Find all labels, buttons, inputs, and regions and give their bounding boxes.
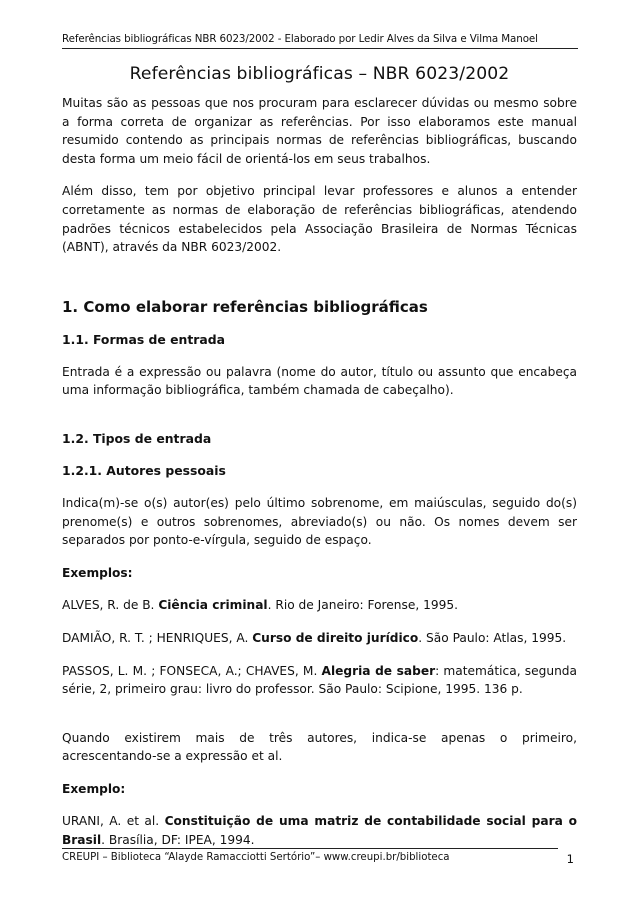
section-1-2-1-text: Indica(m)-se o(s) autor(es) pelo último sobrenome, em maiúsculas, seguido do(s) prenome(s) e outros sobrenomes, abreviado(s) ou não. Os nomes devem ser separados por ponto-e-vírgula, seguido de espaço. [62,495,577,548]
reference-4-title: Constituição de uma matriz de contabilidade social para o Brasil [62,814,577,848]
section-1-heading: 1. Como elaborar referências bibliográficas [62,297,428,316]
reference-3-publication: : matemática, segunda série, 2, primeiro grau: livro do professor. São Paulo: Scipione, 1995. 136 p. [62,663,578,697]
section-1-1-text: Entrada é a expressão ou palavra (nome do autor, título ou assunto que encabeça uma informação bibliográfica, também chamada de cabeçalho). [62,364,577,398]
reference-example-3 [62,662,577,699]
reference-2-authors: DAMIÃO, R. T. ; HENRIQUES, A. [62,630,253,645]
intro-paragraph-2: Além disso, tem por objetivo principal levar professores e alunos a entender corretamente as normas de elaboração de referências bibliográficas, atendendo padrões técnicos estabelecidos pela Associação Brasileira de Normas Técnicas (ABNT), através da NBR 6023/2002. [62,184,577,255]
document-title: Referências bibliográficas – NBR 6023/2002 [129,64,510,84]
intro-paragraph-1: Muitas são as pessoas que nos procuram para esclarecer dúvidas ou mesmo sobre a forma correta de organizar as referências. Por isso elaboramos este manual resumido contendo as principais normas de referências bibliográficas, buscando desta forma um meio fácil de orientá-los em seus trabalhos. [62,96,577,166]
reference-4-publication: . Brasília, DF: IPEA, 1994. [101,833,255,848]
page-number: 1 [566,852,574,866]
more-authors-text: Quando existirem mais de três autores, indica-se apenas o primeiro, acrescentando-se a expressão et al. [62,730,577,764]
reference-4-authors: URANI, A. et al. [62,814,165,829]
reference-example-4 [62,812,577,849]
reference-3-title: Alegria de saber [321,663,436,678]
examples-label: Exemplos: [62,565,133,580]
page-content [62,58,577,850]
section-1-2-1-heading: 1.2.1. Autores pessoais [62,462,226,478]
page-footer [62,852,578,866]
reference-example-2 [62,629,577,648]
section-1-2-heading: 1.2. Tipos de entrada [62,430,212,446]
reference-1-publication: . Rio de Janeiro: Forense, 1995. [267,598,459,613]
reference-3-authors: PASSOS, L. M. ; FONSECA, A.; CHAVES, M. [62,663,322,678]
section-1-1-heading: 1.1. Formas de entrada [62,331,225,347]
page-header: Referências bibliográficas NBR 6023/2002 - Elaborado por Ledir Alves da Silva e Vilma Manoel [62,33,578,49]
reference-1-title: Ciência criminal [158,598,268,613]
footer-text: CREUPI – Biblioteca “Alayde Ramacciotti Sertório”– www.creupi.br/biblioteca [62,852,450,863]
footer-divider [62,848,558,849]
reference-2-title: Curso de direito jurídico [252,630,419,645]
reference-1-authors: ALVES, R. de B. [62,598,159,613]
example-label: Exemplo: [62,781,126,796]
reference-example-1 [62,596,577,615]
reference-2-publication: . São Paulo: Atlas, 1995. [418,630,567,645]
